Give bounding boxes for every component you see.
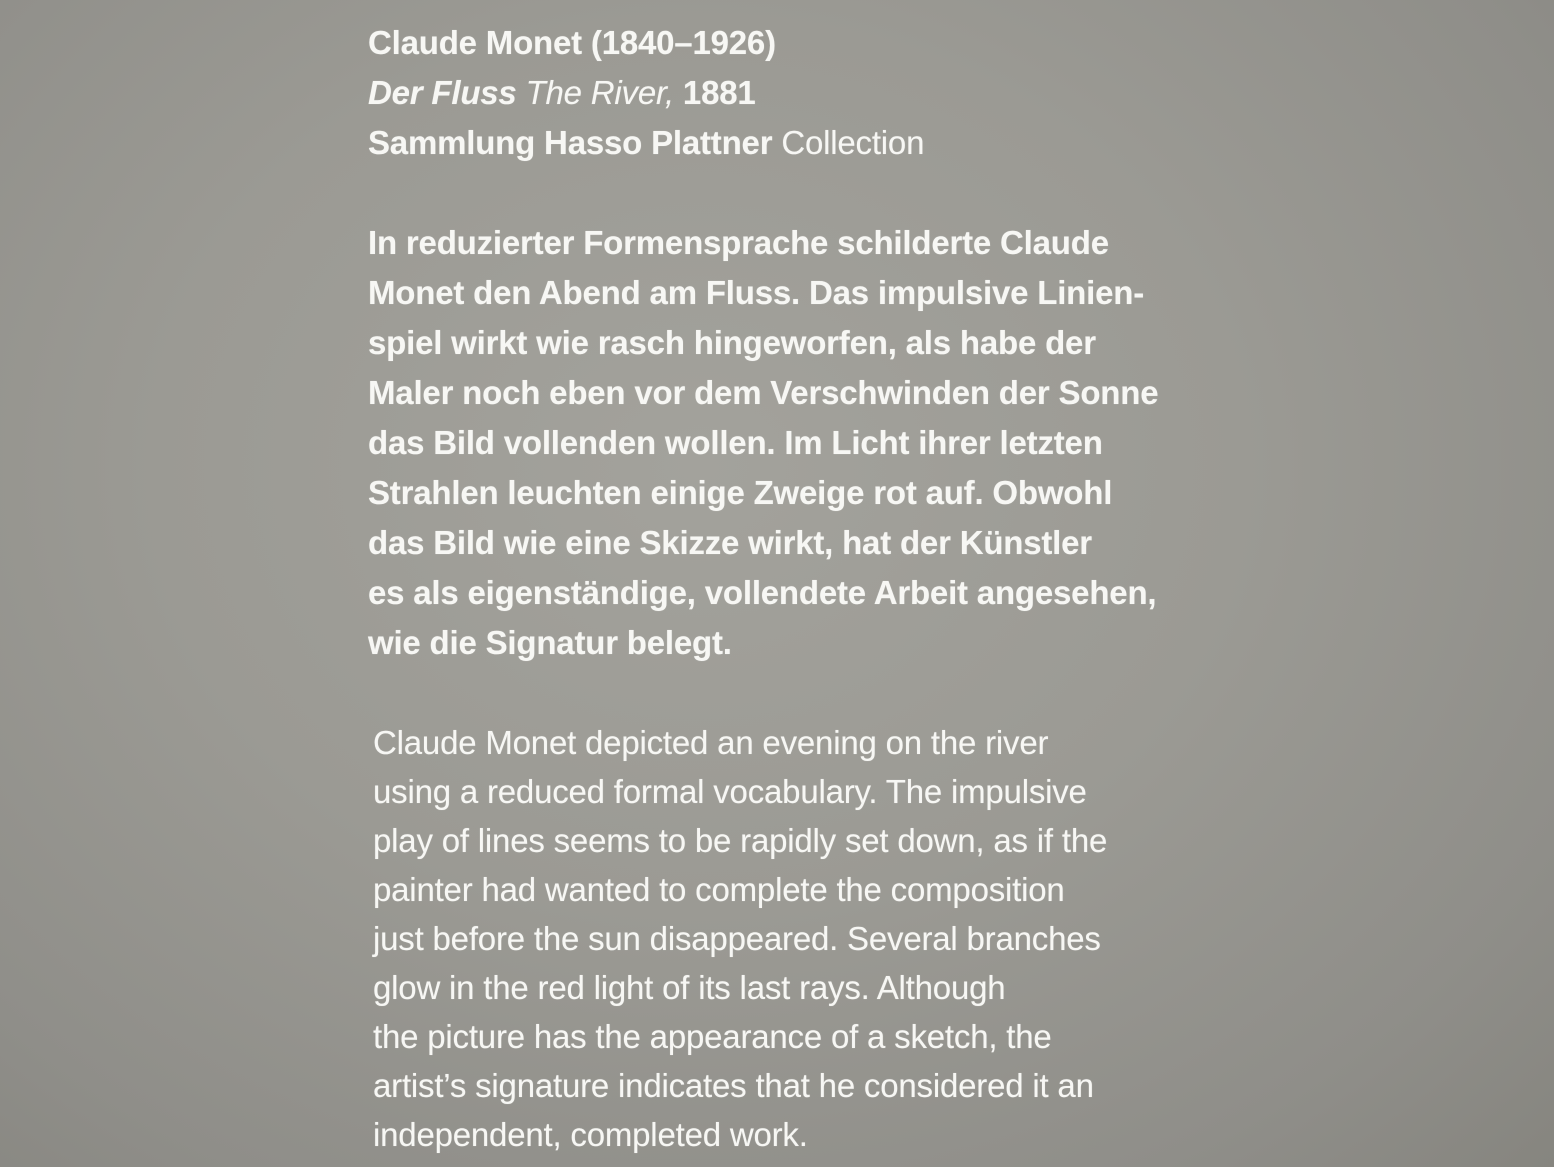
artist-name: Claude Monet (1840–1926) — [368, 24, 776, 61]
german-text-line: das Bild wie eine Skizze wirkt, hat der Künstler — [368, 524, 1092, 561]
german-text-line: Maler noch eben vor dem Verschwinden der Sonne — [368, 374, 1159, 411]
german-text-line: Monet den Abend am Fluss. Das impulsive Linien- — [368, 274, 1144, 311]
english-text-line: play of lines seems to be rapidly set down, as if the — [373, 822, 1108, 859]
title-german: Der Fluss — [368, 74, 517, 111]
collection-german: Sammlung Hasso Plattner — [368, 124, 773, 161]
english-text-line: just before the sun disappeared. Several branches — [373, 920, 1101, 957]
english-text-line: the picture has the appearance of a sketch, the — [373, 1018, 1052, 1055]
german-text-line: spiel wirkt wie rasch hingeworfen, als habe der — [368, 324, 1096, 361]
german-text-line: wie die Signatur belegt. — [368, 624, 732, 661]
english-text-line: glow in the red light of its last rays. Although — [373, 969, 1006, 1006]
english-description — [368, 718, 1228, 1159]
german-text-line: In reduzierter Formensprache schilderte Claude — [368, 224, 1109, 261]
german-text-line: es als eigenständige, vollendete Arbeit angesehen, — [368, 574, 1157, 611]
english-text-line: independent, completed work. — [373, 1116, 808, 1153]
wall-label — [368, 18, 1228, 1159]
english-text-line: using a reduced formal vocabulary. The impulsive — [373, 773, 1087, 810]
english-text-line: Claude Monet depicted an evening on the river — [373, 724, 1049, 761]
label-header — [368, 18, 1228, 168]
german-text-line: das Bild vollenden wollen. Im Licht ihrer letzten — [368, 424, 1103, 461]
title-english: The River, — [525, 74, 674, 111]
english-text-line: painter had wanted to complete the composition — [373, 871, 1065, 908]
collection-english: Collection — [781, 124, 925, 161]
artwork-year: 1881 — [682, 74, 756, 111]
english-text-line: artist’s signature indicates that he considered it an — [373, 1067, 1094, 1104]
collection-line — [368, 118, 1228, 168]
artwork-title-line — [368, 68, 1228, 118]
german-description — [368, 218, 1228, 668]
german-text-line: Strahlen leuchten einige Zweige rot auf. Obwohl — [368, 474, 1113, 511]
